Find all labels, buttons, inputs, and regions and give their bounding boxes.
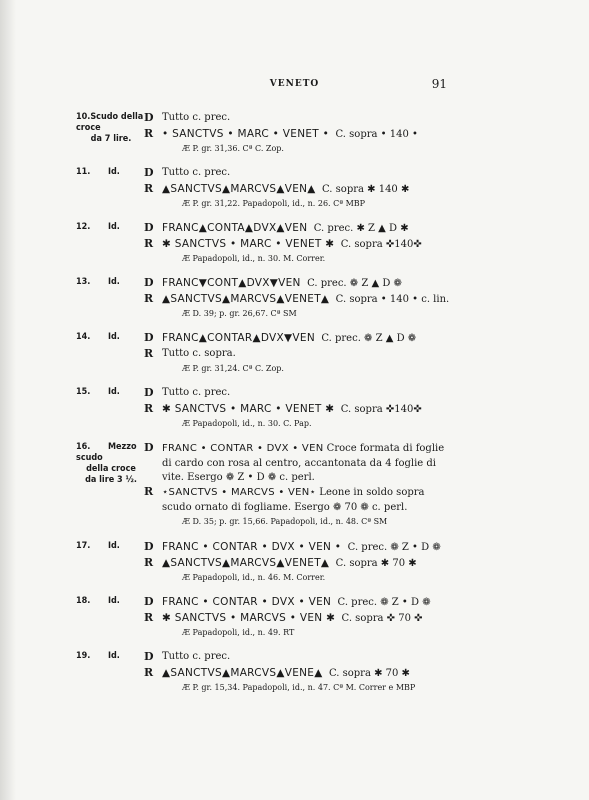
entry-number-block — [76, 112, 150, 145]
obverse-description: C. prec. ❁ Z • D ❁ — [337, 597, 431, 608]
obverse-description: C. prec. ❁ Z • D ❁ — [347, 542, 441, 553]
reverse-label: R — [144, 347, 154, 360]
reverse-description: C. sopra ✜140✜ — [340, 239, 422, 250]
reverse-label: R — [144, 611, 154, 624]
reverse-line — [162, 238, 462, 250]
obverse-text: Tutto c. prec. — [162, 167, 231, 178]
obverse-label: D — [144, 386, 154, 399]
reverse-label: R — [144, 182, 154, 195]
obverse-legend: FRANC▲CONTA▲DVX▲VEN — [162, 222, 308, 234]
reverse-legend: ✱ SANCTVS • MARC • VENET ✱ — [162, 403, 335, 415]
obverse-legend: FRANC▼CONT▲DVX▼VEN — [162, 277, 301, 289]
entry-title: Scudo della croce — [76, 112, 144, 133]
entry-number-block — [76, 332, 150, 343]
reverse-description: C. sopra ✱ 70 ✱ — [328, 668, 410, 679]
entry-number: 13. — [76, 277, 91, 287]
obverse-label: D — [144, 331, 154, 344]
obverse-paragraph — [162, 442, 452, 486]
entry-title: Id. — [108, 387, 120, 397]
obverse-line — [162, 541, 462, 553]
reverse-description: C. sopra ✱ 70 ✱ — [335, 558, 417, 569]
entry-number: 19. — [76, 651, 91, 661]
obverse-label: D — [144, 221, 154, 234]
reverse-line — [162, 557, 462, 569]
reverse-description: C. sopra ✱ 140 ✱ — [322, 184, 410, 195]
obverse-text: Tutto c. prec. — [162, 651, 231, 662]
reverse-legend: ▲SANCTVS▲MARCVS▲VEN▲ — [162, 183, 316, 195]
entry-number: 11. — [76, 167, 91, 177]
entry-number-block — [76, 167, 150, 178]
reverse-description: C. sopra ✜140✜ — [340, 404, 422, 415]
page-edge-shadow — [0, 0, 16, 800]
reverse-description: Leone in soldo sopra scudo ornato di fogliame. Esergo ❁ 70 ❁ c. perl. — [162, 487, 425, 513]
entry-title: Mezzo scudo — [76, 442, 137, 463]
reverse-legend: ▲SANCTVS▲MARCVS▲VENE▲ — [162, 667, 323, 679]
entry-title: Id. — [108, 541, 120, 551]
obverse-description: C. prec. ✱ Z ▲ D ✱ — [313, 223, 409, 234]
obverse-legend: FRANC • CONTAR • DVX • VEN — [162, 596, 332, 608]
reverse-line — [162, 667, 462, 679]
entry-number: 14. — [76, 332, 91, 342]
obverse-legend: FRANC • CONTAR • DVX • VEN — [162, 443, 324, 454]
running-head — [0, 75, 589, 95]
entry-title: Id. — [108, 596, 120, 606]
reverse-line — [162, 183, 462, 195]
obverse-label: D — [144, 441, 154, 454]
obverse-line — [162, 332, 462, 344]
reference-line: Æ Papadopoli, id., n. 30. C. Pap. — [182, 419, 312, 428]
obverse-line — [162, 222, 462, 234]
reverse-label: R — [144, 666, 154, 679]
obverse-label: D — [144, 166, 154, 179]
reverse-description: C. sopra • 140 • c. lin. — [335, 294, 450, 305]
entry-title: Id. — [108, 277, 120, 287]
obverse-text: Tutto c. prec. — [162, 387, 231, 398]
reverse-legend: • SANCTVS • MARC • VENET • — [162, 128, 330, 140]
reverse-label: R — [144, 485, 154, 498]
entry-title: Id. — [108, 651, 120, 661]
obverse-label: D — [144, 111, 154, 124]
obverse-label: D — [144, 595, 154, 608]
obverse-description: C. prec. ❁ Z ▲ D ❁ — [321, 333, 417, 344]
entry-number-block — [76, 387, 150, 398]
obverse-description: Croce formata di foglie di cardo con rosa al centro, accantonata da 4 foglie di vite. Esergo ❁ Z • D ❁ c. perl. — [162, 443, 445, 483]
entry-number: 18. — [76, 596, 91, 606]
reverse-label: R — [144, 556, 154, 569]
reverse-label: R — [144, 402, 154, 415]
reference-line: Æ P. gr. 31,36. Cª C. Zop. — [182, 144, 284, 153]
entry-number: 12. — [76, 222, 91, 232]
entry-title: Id. — [108, 167, 120, 177]
reverse-legend: ✱ SANCTVS • MARCVS • VEN ✱ — [162, 612, 336, 624]
reference-line: Æ Papadopoli, id., n. 46. M. Correr. — [182, 573, 326, 582]
reference-line: Æ P. gr. 31,24. Cª C. Zop. — [182, 364, 284, 373]
reference-line: Æ D. 39; p. gr. 26,67. Cª SM — [182, 309, 297, 318]
reverse-legend: ✱ SANCTVS • MARC • VENET ✱ — [162, 238, 335, 250]
entry-title: Id. — [108, 222, 120, 232]
obverse-line — [162, 596, 462, 608]
reverse-legend: ▲SANCTVS▲MARCVS▲VENET▲ — [162, 293, 330, 305]
obverse-description: C. prec. ❁ Z ▲ D ❁ — [307, 278, 402, 289]
entry-number-block — [76, 222, 150, 233]
reference-line: Æ P. gr. 15,34. Papadopoli, id., n. 47. Cª M. Correr e MBP — [182, 683, 416, 692]
obverse-legend: FRANC▲CONTAR▲DVX▼VEN — [162, 332, 315, 344]
reverse-line — [162, 612, 462, 624]
reverse-legend: ⋆SANCTVS • MARCVS • VEN⋆ — [162, 487, 317, 498]
entry-number-block — [76, 651, 150, 662]
reference-line: Æ P. gr. 31,22. Papadopoli, id., n. 26. Cª MBP — [182, 199, 366, 208]
entry-number-block — [76, 541, 150, 552]
entry-number: 17. — [76, 541, 91, 551]
reverse-line — [162, 128, 462, 140]
reference-line: Æ Papadopoli, id., n. 49. RT — [182, 628, 295, 637]
reverse-description: C. sopra ✜ 70 ✜ — [341, 613, 423, 624]
obverse-legend: FRANC • CONTAR • DVX • VEN • — [162, 541, 342, 553]
reference-line: Æ Papadopoli, id., n. 30. M. Correr. — [182, 254, 326, 263]
obverse-text: Tutto c. prec. — [162, 112, 231, 123]
entry-subtitle: da lire 3 ½. — [85, 475, 137, 485]
entry-subtitle: da 7 lire. — [90, 134, 132, 144]
entry-number: 10. — [76, 112, 91, 122]
reference-line: Æ D. 35; p. gr. 15,66. Papadopoli, id., n. 48. Cª SM — [182, 517, 388, 526]
reverse-legend: ▲SANCTVS▲MARCVS▲VENET▲ — [162, 557, 330, 569]
entry-number-block — [76, 442, 150, 486]
entry-subtitle: della croce — [86, 464, 136, 474]
reverse-paragraph — [162, 486, 452, 515]
entry-title: Id. — [108, 332, 120, 342]
page-number: 91 — [431, 77, 447, 91]
reverse-line — [162, 293, 462, 305]
obverse-label: D — [144, 276, 154, 289]
entry-number-block — [76, 596, 150, 607]
entry-number: 15. — [76, 387, 91, 397]
running-title: VENETO — [269, 79, 320, 89]
reverse-label: R — [144, 292, 154, 305]
reverse-text: Tutto c. sopra. — [162, 348, 236, 359]
reverse-label: R — [144, 237, 154, 250]
reverse-label: R — [144, 127, 154, 140]
obverse-label: D — [144, 540, 154, 553]
obverse-label: D — [144, 650, 154, 663]
entry-number-block — [76, 277, 150, 288]
reverse-line — [162, 403, 462, 415]
reverse-description: C. sopra • 140 • — [335, 129, 418, 140]
entry-number: 16. — [76, 442, 91, 452]
obverse-line — [162, 277, 462, 289]
